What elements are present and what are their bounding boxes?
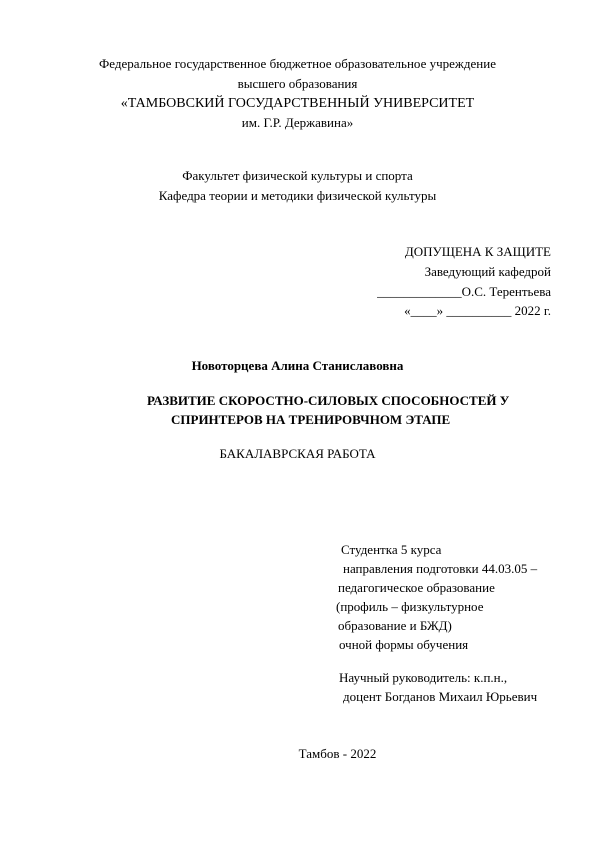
- institution-line-2: высшего образования: [237, 76, 358, 91]
- university-named-after: им. Г.Р. Державина»: [241, 115, 354, 130]
- work-type: БАКАЛАВРСКАЯ РАБОТА: [219, 446, 376, 461]
- student-info-line-6: очной формы обучения: [339, 637, 469, 652]
- institution-line-1: Федеральное государственное бюджетное образовательное учреждение: [99, 56, 496, 71]
- student-info-line-4: (профиль – физкультурное: [336, 599, 484, 614]
- supervisor-line-2: доцент Богданов Михаил Юрьевич: [343, 689, 538, 704]
- thesis-title-line-1: РАЗВИТИЕ СКОРОСТНО-СИЛОВЫХ СПОСОБНОСТЕЙ У: [147, 393, 510, 408]
- student-info-line-1: Студентка 5 курса: [341, 542, 442, 557]
- faculty-name: Факультет физической культуры и спорта: [182, 168, 413, 183]
- student-info-line-2: направления подготовки 44.03.05 –: [343, 561, 538, 576]
- author-name: Новоторцева Алина Станиславовна: [191, 358, 404, 373]
- supervisor-line-1: Научный руководитель: к.п.н.,: [339, 670, 508, 685]
- university-name: «ТАМБОВСКИЙ ГОСУДАРСТВЕННЫЙ УНИВЕРСИТЕТ: [120, 96, 475, 111]
- student-info-line-3: педагогическое образование: [338, 580, 495, 595]
- approval-role: Заведующий кафедрой: [424, 264, 551, 279]
- thesis-title-line-2: СПРИНТЕРОВ НА ТРЕНИРОВЧНОМ ЭТАПЕ: [171, 412, 451, 427]
- chair-name: Кафедра теории и методики физической культуры: [158, 188, 437, 203]
- student-info-line-5: образование и БЖД): [338, 618, 452, 633]
- approval-signature-line: _____________О.С. Терентьева: [377, 284, 551, 299]
- approval-title: ДОПУЩЕНА К ЗАЩИТЕ: [404, 244, 551, 259]
- approval-date-line: «____» __________ 2022 г.: [404, 303, 551, 318]
- city-year: Тамбов - 2022: [298, 746, 377, 761]
